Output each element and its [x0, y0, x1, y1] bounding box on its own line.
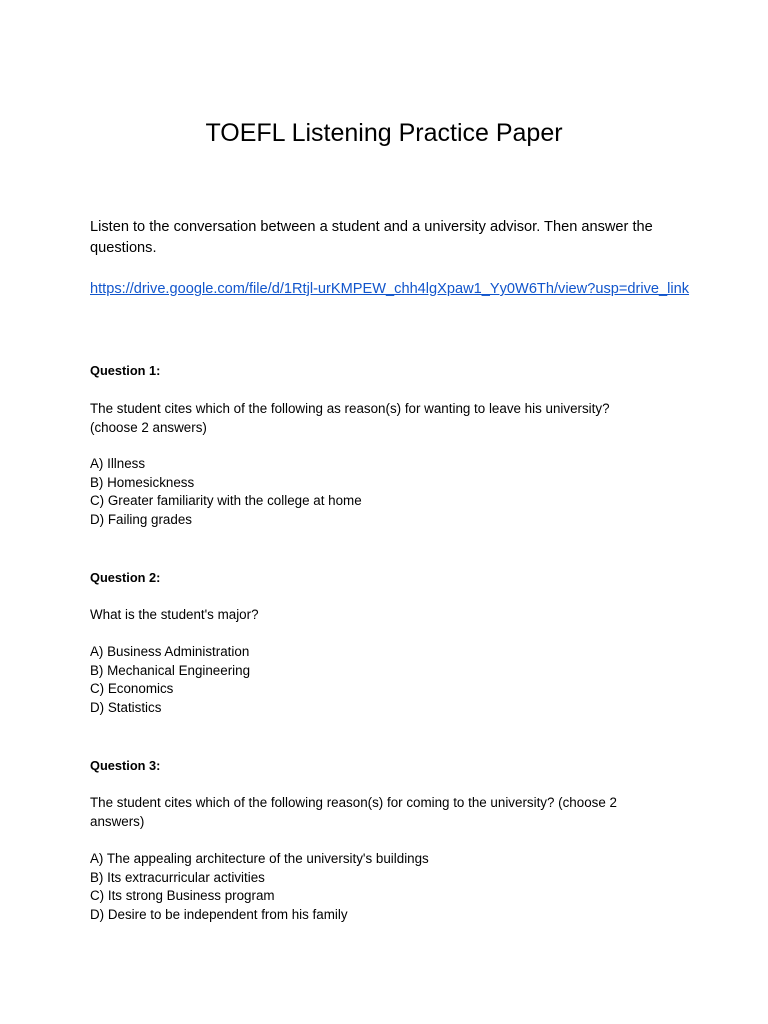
answer-option: C) Its strong Business program: [90, 888, 275, 904]
answer-option: D) Failing grades: [90, 512, 192, 528]
answer-option: B) Homesickness: [90, 474, 195, 490]
answer-option: C) Economics: [90, 681, 174, 697]
audio-link[interactable]: https://drive.google.com/file/d/1Rtjl-urKMPEW_chh4lgXpaw1_Yy0W6Th/view?usp=drive_link: [90, 281, 690, 297]
document-title: TOEFL Listening Practice Paper: [205, 119, 563, 147]
question-3: [90, 757, 690, 923]
answer-option: A) Business Administration: [90, 644, 250, 659]
answer-option: A) The appealing architecture of the university's buildings: [90, 851, 429, 866]
answer-option: D) Statistics: [90, 700, 162, 716]
question-text: The student cites which of the following reason(s) for coming to the university? (choose 2 answers): [90, 795, 617, 829]
question-heading: Question 2:: [90, 570, 161, 585]
answer-options: [90, 643, 250, 718]
answer-options: [90, 455, 362, 530]
question-heading: Question 1:: [90, 363, 161, 378]
answer-option: C) Greater familiarity with the college at home: [90, 493, 362, 509]
question-2: [90, 569, 690, 716]
answer-option: B) Its extracurricular activities: [90, 869, 265, 885]
answer-options: [90, 850, 429, 925]
question-text: The student cites which of the following as reason(s) for wanting to leave his university? (choose 2 answers): [90, 401, 610, 435]
answer-option: A) Illness: [90, 456, 146, 471]
instructions-text: Listen to the conversation between a student and a university advisor. Then answer the questions.: [90, 219, 653, 256]
question-text: What is the student's major?: [90, 607, 259, 622]
answer-option: B) Mechanical Engineering: [90, 662, 251, 678]
question-heading: Question 3:: [90, 758, 161, 773]
answer-option: D) Desire to be independent from his family: [90, 907, 348, 923]
question-1: [90, 362, 690, 528]
